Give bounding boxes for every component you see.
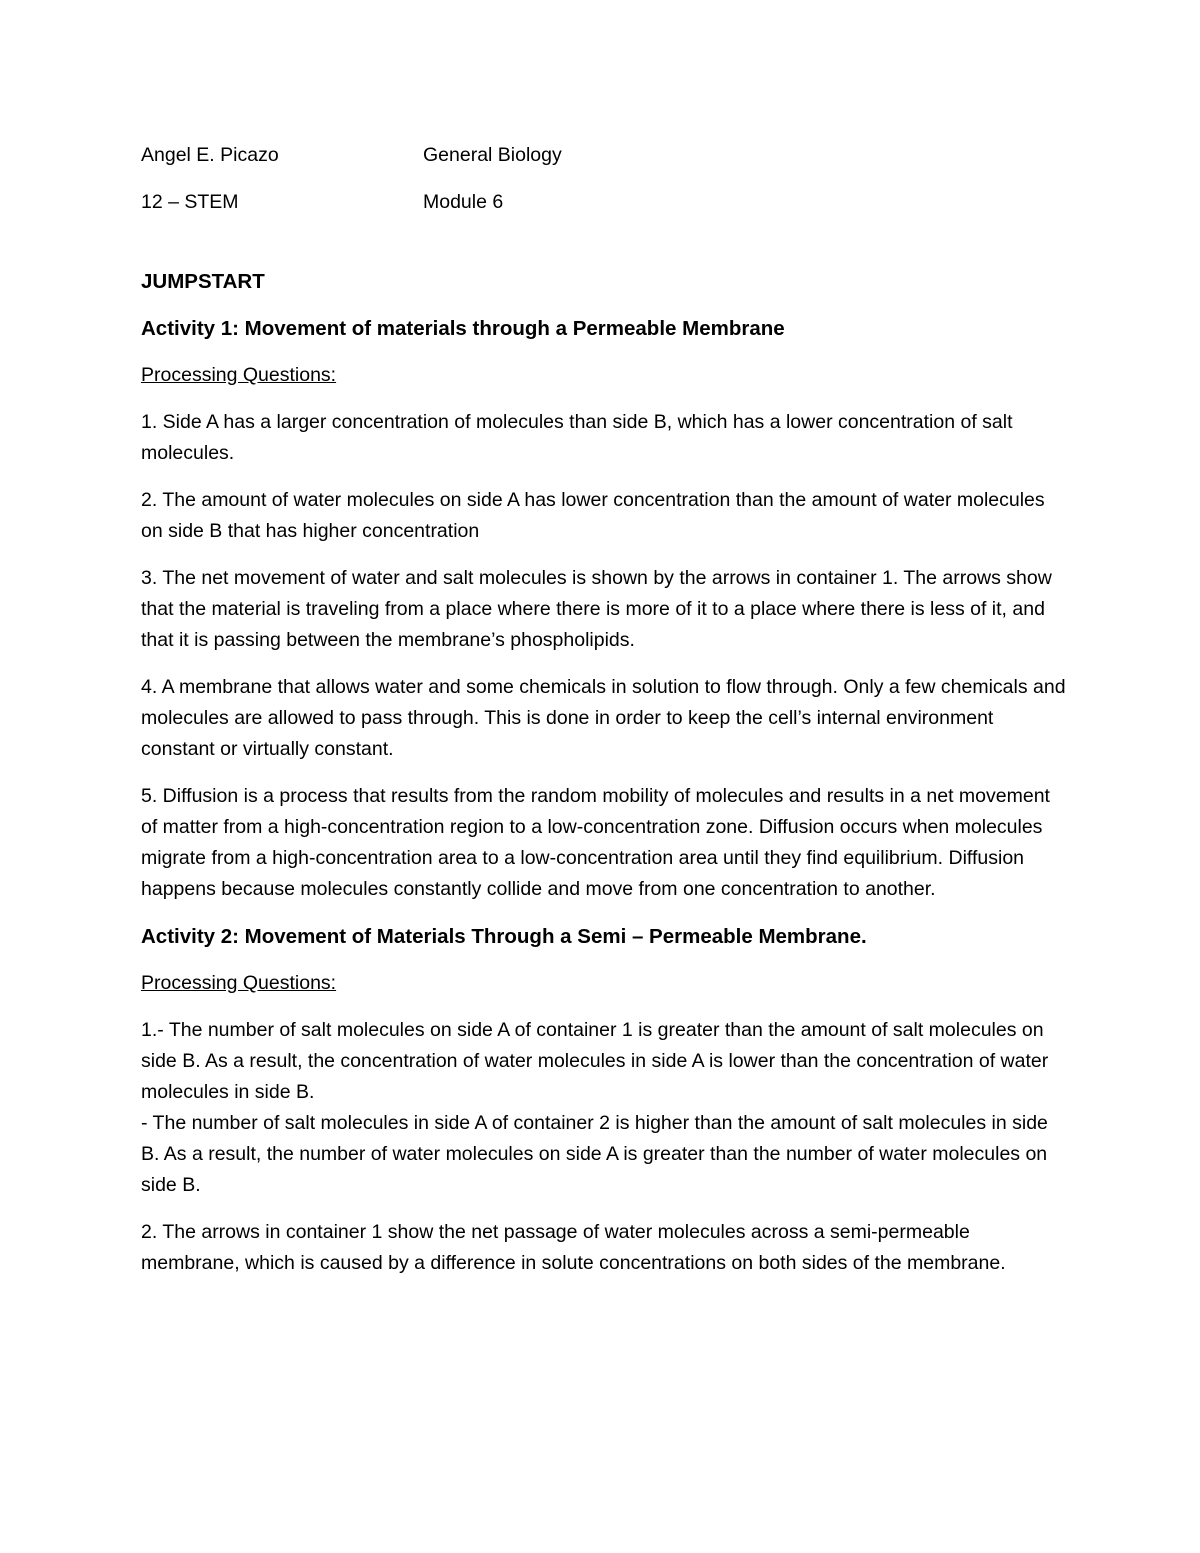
activity1-processing-questions-label: Processing Questions:: [141, 364, 337, 386]
activity1-answer-4: 4. A membrane that allows water and some chemicals in solution to flow through. Only a few chemicals and molecules are allowed to pass through. This is done in order to keep the cell’s internal environment constant or virtually constant.: [141, 676, 1066, 760]
activity1-answer-2: 2. The amount of water molecules on side A has lower concentration than the amount of water molecules on side B that has higher concentration: [141, 489, 1045, 542]
document-body: [141, 140, 1066, 1295]
activity1-answer-5: 5. Diffusion is a process that results from the random mobility of molecules and results in a net movement of matter from a high-concentration region to a low-concentration zone. Diffusion occurs when molecules migrate from a high-concentration area to a low-concentration area until they find equilibrium. Diffusion happens because molecules constantly collide and move from one concentration to another.: [141, 785, 1050, 900]
activity2-answer-1a: 1.- The number of salt molecules on side A of container 1 is greater than the amount of salt molecules on side B. As a result, the concentration of water molecules in side A is lower than the concentration of water molecules in side B.: [141, 1019, 1049, 1103]
subject-name: General Biology: [423, 144, 562, 166]
activity1-answer-1: 1. Side A has a larger concentration of molecules than side B, which has a lower concentration of salt molecules.: [141, 411, 1013, 464]
activity2-answer-2: 2. The arrows in container 1 show the net passage of water molecules across a semi-permeable membrane, which is caused by a difference in solute concentrations on both sides of the membrane.: [141, 1221, 1006, 1274]
header-row-2: [141, 187, 1066, 218]
module-number: Module 6: [423, 191, 504, 213]
student-name: Angel E. Picazo: [141, 144, 279, 166]
activity2-title: Activity 2: Movement of Materials Through a Semi – Permeable Membrane.: [141, 925, 867, 948]
activity1-answer-3: 3. The net movement of water and salt molecules is shown by the arrows in container 1. The arrows show that the material is traveling from a place where there is more of it to a place where there is less of it, and that it is passing between the membrane’s phospholipids.: [141, 567, 1052, 651]
activity2-answer-1b: - The number of salt molecules in side A of container 2 is higher than the amount of salt molecules in side B. As a result, the number of water molecules on side A is greater than the number of water molecules on side B.: [141, 1112, 1048, 1196]
section-title: JUMPSTART: [141, 270, 265, 293]
grade-section: 12 – STEM: [141, 191, 239, 213]
activity2-processing-questions-label: Processing Questions:: [141, 972, 337, 994]
header-row-1: [141, 140, 1066, 171]
activity1-title: Activity 1: Movement of materials through a Permeable Membrane: [141, 317, 785, 340]
